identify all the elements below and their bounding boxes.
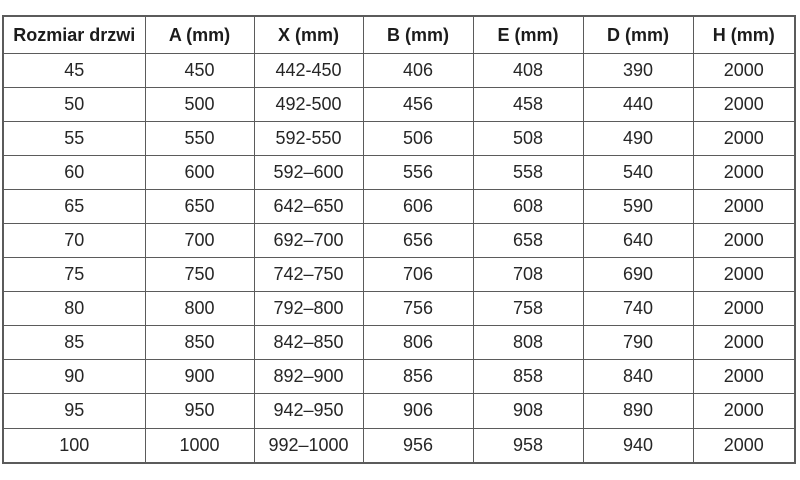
table-cell: 450 — [145, 54, 254, 88]
table-cell: 658 — [473, 224, 583, 258]
table-cell: 950 — [145, 394, 254, 428]
table-cell: 2000 — [693, 258, 795, 292]
table-cell: 2000 — [693, 156, 795, 190]
table-cell: 408 — [473, 54, 583, 88]
table-cell: 65 — [3, 190, 145, 224]
table-cell: 506 — [363, 122, 473, 156]
table-cell: 842–850 — [254, 326, 363, 360]
table-cell: 2000 — [693, 88, 795, 122]
table-cell: 808 — [473, 326, 583, 360]
table-cell: 906 — [363, 394, 473, 428]
table-cell: 550 — [145, 122, 254, 156]
table-cell: 490 — [583, 122, 693, 156]
table-cell: 556 — [363, 156, 473, 190]
table-cell: 55 — [3, 122, 145, 156]
table-body — [3, 54, 795, 464]
table-cell: 2000 — [693, 122, 795, 156]
table-cell: 2000 — [693, 360, 795, 394]
table-cell: 606 — [363, 190, 473, 224]
table-cell: 442-450 — [254, 54, 363, 88]
table-cell: 700 — [145, 224, 254, 258]
table-row — [3, 292, 795, 326]
header-cell: A (mm) — [145, 16, 254, 54]
table-row — [3, 326, 795, 360]
table-cell: 2000 — [693, 54, 795, 88]
table-cell: 692–700 — [254, 224, 363, 258]
header-cell: B (mm) — [363, 16, 473, 54]
table-row — [3, 156, 795, 190]
table-cell: 45 — [3, 54, 145, 88]
table-cell: 100 — [3, 428, 145, 463]
table-cell: 50 — [3, 88, 145, 122]
table-cell: 75 — [3, 258, 145, 292]
table-cell: 840 — [583, 360, 693, 394]
table-cell: 95 — [3, 394, 145, 428]
table-cell: 90 — [3, 360, 145, 394]
table-row — [3, 224, 795, 258]
table-cell: 900 — [145, 360, 254, 394]
table-cell: 492-500 — [254, 88, 363, 122]
table-cell: 790 — [583, 326, 693, 360]
table-cell: 1000 — [145, 428, 254, 463]
table-cell: 540 — [583, 156, 693, 190]
door-size-table — [2, 15, 796, 464]
table-cell: 70 — [3, 224, 145, 258]
table-cell: 856 — [363, 360, 473, 394]
table-row — [3, 428, 795, 463]
table-cell: 742–750 — [254, 258, 363, 292]
table-cell: 608 — [473, 190, 583, 224]
table-cell: 806 — [363, 326, 473, 360]
table-cell: 656 — [363, 224, 473, 258]
table-row — [3, 122, 795, 156]
table-cell: 908 — [473, 394, 583, 428]
table-cell: 60 — [3, 156, 145, 190]
header-cell: Rozmiar drzwi — [3, 16, 145, 54]
table-cell: 2000 — [693, 224, 795, 258]
table-cell: 890 — [583, 394, 693, 428]
table-cell: 740 — [583, 292, 693, 326]
table-cell: 600 — [145, 156, 254, 190]
table-cell: 850 — [145, 326, 254, 360]
table-cell: 800 — [145, 292, 254, 326]
table-cell: 85 — [3, 326, 145, 360]
table-cell: 758 — [473, 292, 583, 326]
table-cell: 956 — [363, 428, 473, 463]
table-cell: 756 — [363, 292, 473, 326]
table-row — [3, 88, 795, 122]
table-cell: 640 — [583, 224, 693, 258]
table-row — [3, 258, 795, 292]
header-cell: D (mm) — [583, 16, 693, 54]
table-cell: 558 — [473, 156, 583, 190]
header-cell: X (mm) — [254, 16, 363, 54]
table-cell: 456 — [363, 88, 473, 122]
table-row — [3, 190, 795, 224]
header-cell: E (mm) — [473, 16, 583, 54]
table-cell: 508 — [473, 122, 583, 156]
table-cell: 2000 — [693, 326, 795, 360]
table-cell: 440 — [583, 88, 693, 122]
table-cell: 942–950 — [254, 394, 363, 428]
header-row — [3, 16, 795, 54]
table-cell: 2000 — [693, 428, 795, 463]
table-row — [3, 360, 795, 394]
table-cell: 2000 — [693, 292, 795, 326]
table-cell: 706 — [363, 258, 473, 292]
table-cell: 750 — [145, 258, 254, 292]
table-cell: 858 — [473, 360, 583, 394]
table-cell: 590 — [583, 190, 693, 224]
table-row — [3, 54, 795, 88]
table-cell: 650 — [145, 190, 254, 224]
table-cell: 690 — [583, 258, 693, 292]
table-cell: 592–600 — [254, 156, 363, 190]
table-cell: 592-550 — [254, 122, 363, 156]
table-cell: 500 — [145, 88, 254, 122]
table-cell: 708 — [473, 258, 583, 292]
table-cell: 458 — [473, 88, 583, 122]
table-cell: 2000 — [693, 190, 795, 224]
table-header — [3, 16, 795, 54]
table-cell: 992–1000 — [254, 428, 363, 463]
table-cell: 892–900 — [254, 360, 363, 394]
header-cell: H (mm) — [693, 16, 795, 54]
table-cell: 80 — [3, 292, 145, 326]
table-cell: 792–800 — [254, 292, 363, 326]
table-cell: 642–650 — [254, 190, 363, 224]
table-cell: 390 — [583, 54, 693, 88]
table-cell: 940 — [583, 428, 693, 463]
table-cell: 406 — [363, 54, 473, 88]
table-cell: 2000 — [693, 394, 795, 428]
table-row — [3, 394, 795, 428]
table-cell: 958 — [473, 428, 583, 463]
